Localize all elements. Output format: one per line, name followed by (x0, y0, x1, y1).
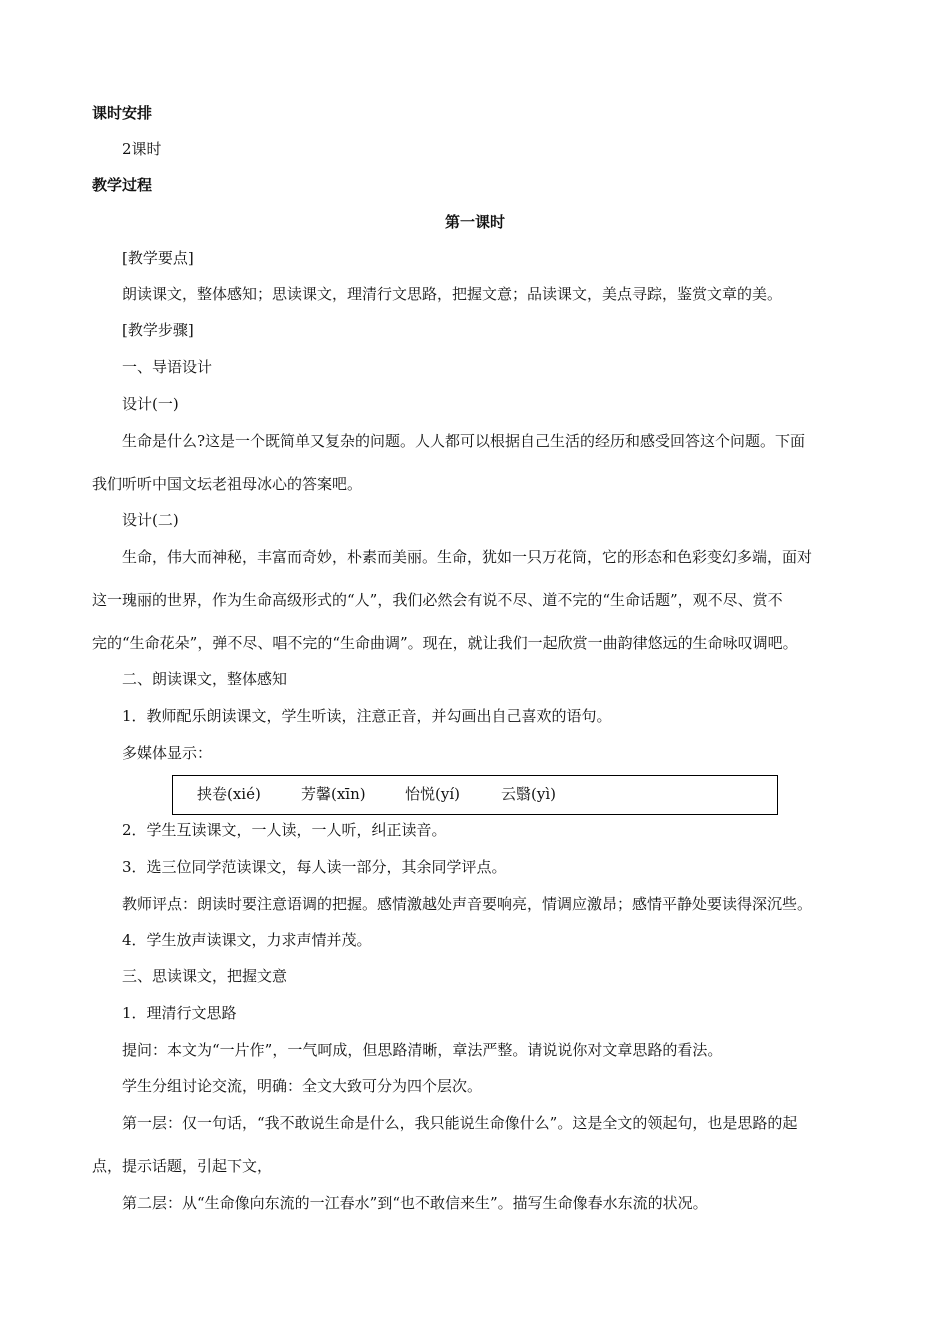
key-points-text: 朗读课文，整体感知；思读课文，理清行文思路，把握文意；品读课文，美点寻踪，鉴赏文章的美。 (122, 285, 783, 303)
part2-title: 二、朗读课文，整体感知 (122, 670, 288, 688)
design2-line3: 完的“生命花朵”，弹不尽、唱不完的“生命曲调”。现在，就让我们一起欣赏一曲韵律悠远的生命咏叹调吧。 (92, 634, 798, 652)
pinyin-word: 怡悦(yí) (405, 785, 460, 803)
pinyin-word: 云翳(yì) (501, 785, 556, 803)
lesson-title: 第一课时 (444, 213, 505, 231)
design2-line2: 这一瑰丽的世界，作为生命高级形式的“人”，我们必然会有说不尽、道不完的“生命话题”，观不尽、赏不 (92, 591, 783, 609)
discussion: 学生分组讨论交流，明确：全文大致可分为四个层次。 (122, 1077, 483, 1095)
question: 提问：本文为“一片作”，一气呵成，但思路清晰，章法严整。请说说你对文章思路的看法。 (122, 1041, 723, 1059)
item1: 1．教师配乐朗读课文，学生听读，注意正音，并勾画出自己喜欢的语句。 (122, 707, 612, 725)
pinyin-box (172, 775, 778, 815)
layer1-line2: 点，提示话题，引起下文， (92, 1157, 273, 1175)
design2-label: 设计(二) (122, 511, 179, 529)
layer2: 第二层：从“生命像向东流的一江春水”到“也不敢信来生”。描写生命像春水东流的状况。 (122, 1194, 708, 1212)
schedule-value: 2课时 (122, 140, 162, 158)
design2-line1: 生命，伟大而神秘，丰富而奇妙，朴素而美丽。生命，犹如一只万花筒，它的形态和色彩变幻多端，面对 (122, 548, 813, 566)
pinyin-word: 芳馨(xīn) (301, 785, 366, 803)
design1-line2: 我们听听中国文坛老祖母冰心的答案吧。 (92, 475, 363, 493)
part1-title: 一、导语设计 (122, 358, 213, 376)
key-points-label: [教学要点] (122, 249, 194, 267)
item2: 2．学生互读课文，一人读，一人听，纠正读音。 (122, 821, 447, 839)
part3-title: 三、思读课文，把握文意 (122, 967, 288, 985)
steps-label: [教学步骤] (122, 321, 194, 339)
pinyin-word: 挟卷(xié) (197, 785, 261, 803)
multimedia-label: 多媒体显示： (122, 744, 213, 762)
layer1-line1: 第一层：仅一句话，“我不敢说生命是什么，我只能说生命像什么”。这是全文的领起句，也是思路的起 (122, 1114, 798, 1132)
design1-line1: 生命是什么?这是一个既简单又复杂的问题。人人都可以根据自己生活的经历和感受回答这个问题。下面 (122, 432, 806, 450)
schedule-heading: 课时安排 (92, 104, 153, 122)
design1-label: 设计(一) (122, 395, 179, 413)
process-heading: 教学过程 (92, 176, 153, 194)
item3: 3．选三位同学范读课文，每人读一部分，其余同学评点。 (122, 858, 507, 876)
item4: 4．学生放声读课文，力求声情并茂。 (122, 931, 372, 949)
teacher-comment: 教师评点：朗读时要注意语调的把握。感情激越处声音要响亮，情调应激昂；感情平静处要读得深沉些。 (122, 895, 813, 913)
sub1-title: 1．理清行文思路 (122, 1004, 237, 1022)
